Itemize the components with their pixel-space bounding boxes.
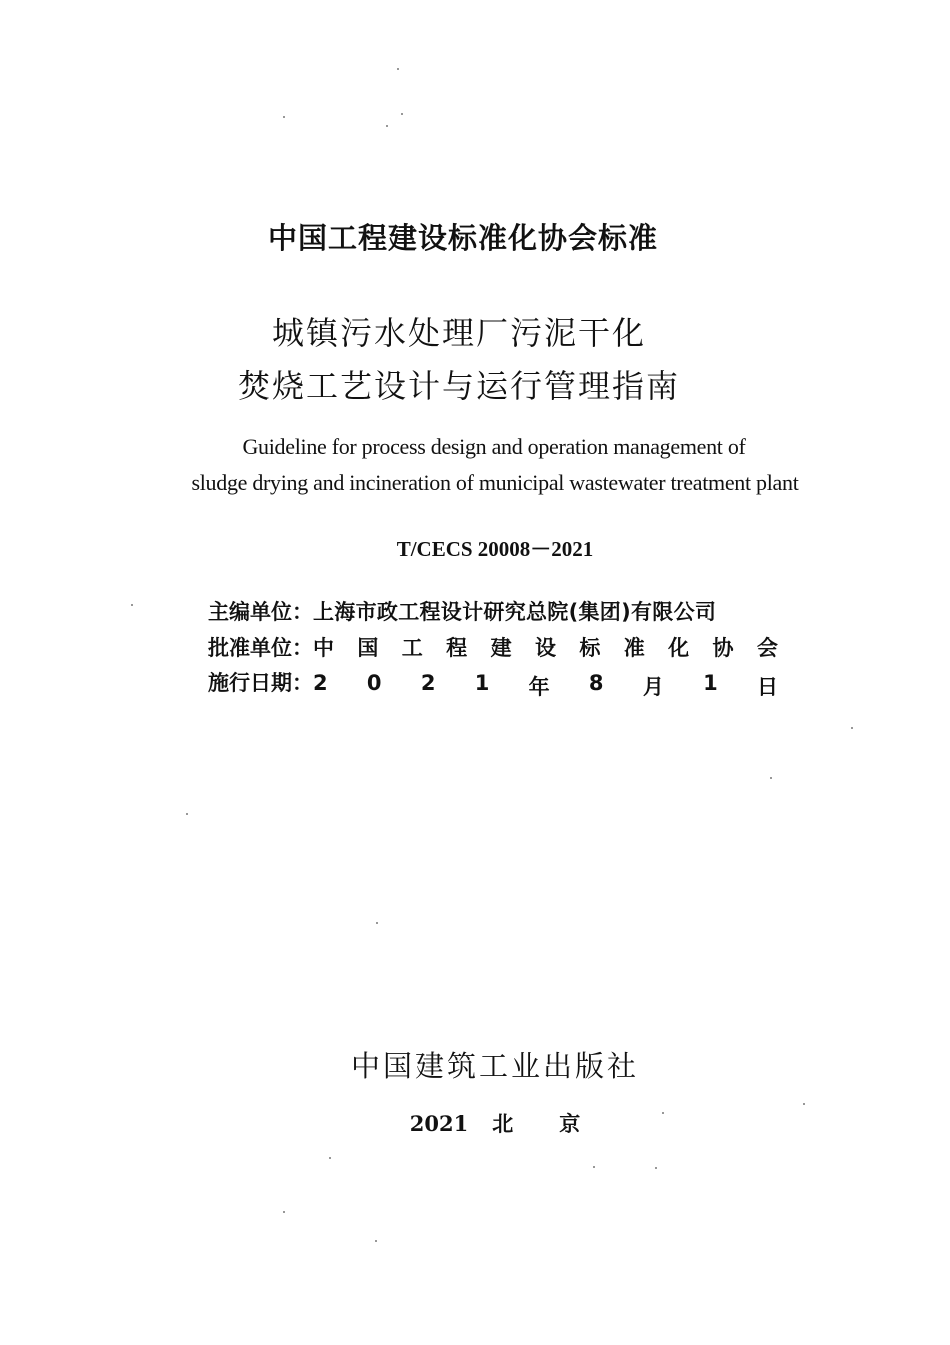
date-char: 2 <box>313 671 328 695</box>
scan-speck <box>283 116 285 118</box>
city-char-1: 北 <box>492 1111 514 1136</box>
publication-year: 2021 <box>409 1111 469 1136</box>
scan-speck <box>376 922 378 924</box>
approver-row <box>208 632 778 662</box>
title-en-line2: sludge drying and incineration of municipal wastewater treatment plant <box>191 470 799 495</box>
title-cn-line2: 焚烧工艺设计与运行管理指南 <box>237 367 680 405</box>
approver-char: 化 <box>668 636 690 660</box>
date-row <box>208 667 778 701</box>
scan-speck <box>662 1112 664 1114</box>
approver-char: 国 <box>357 636 379 660</box>
title-cn-line1: 城镇污水处理厂污泥干化 <box>271 314 646 352</box>
date-value <box>313 671 778 701</box>
approver-value <box>313 632 778 662</box>
approver-char: 会 <box>756 636 778 660</box>
approver-char: 准 <box>623 636 645 660</box>
date-char: 1 <box>703 671 718 695</box>
approver-label: 批准单位： <box>208 636 313 660</box>
approver-char: 中 <box>313 636 334 660</box>
approver-char: 协 <box>712 636 734 660</box>
approver-char: 工 <box>401 636 423 660</box>
date-char: 日 <box>757 675 778 699</box>
city-char-2: 京 <box>559 1111 581 1136</box>
series-title: 中国工程建设标准化协会标准 <box>267 221 658 255</box>
scan-speck <box>803 1103 805 1105</box>
scan-speck <box>375 1240 377 1242</box>
publication-place <box>20 1108 950 1138</box>
standard-code: T/CECS 20008－2021 <box>396 537 594 561</box>
scan-speck <box>397 68 399 70</box>
scan-speck <box>283 1211 285 1213</box>
scan-speck <box>593 1166 595 1168</box>
scan-speck <box>770 777 772 779</box>
date-char: 8 <box>588 671 604 695</box>
scan-speck <box>329 1157 331 1159</box>
scan-speck <box>131 604 133 606</box>
date-char: 年 <box>528 675 550 699</box>
date-char: 1 <box>474 671 490 695</box>
scan-speck <box>851 727 853 729</box>
editor-row <box>208 596 778 626</box>
date-char: 2 <box>420 671 436 695</box>
publisher: 中国建筑工业出版社 <box>350 1049 639 1083</box>
scan-speck <box>186 813 188 815</box>
approver-char: 设 <box>534 636 556 660</box>
approver-char: 程 <box>446 636 468 660</box>
date-char: 月 <box>642 675 664 699</box>
editor-value: 上海市政工程设计研究总院(集团)有限公司 <box>313 600 717 624</box>
title-en-line1: Guideline for process design and operation management of <box>242 434 746 459</box>
editor-label: 主编单位： <box>208 600 313 624</box>
date-label: 施行日期： <box>208 671 313 695</box>
approver-char: 建 <box>490 636 512 660</box>
scan-speck <box>655 1167 657 1169</box>
date-char: 0 <box>366 671 382 695</box>
scan-speck <box>401 113 403 115</box>
approver-char: 标 <box>579 636 601 660</box>
scan-speck <box>386 125 388 127</box>
